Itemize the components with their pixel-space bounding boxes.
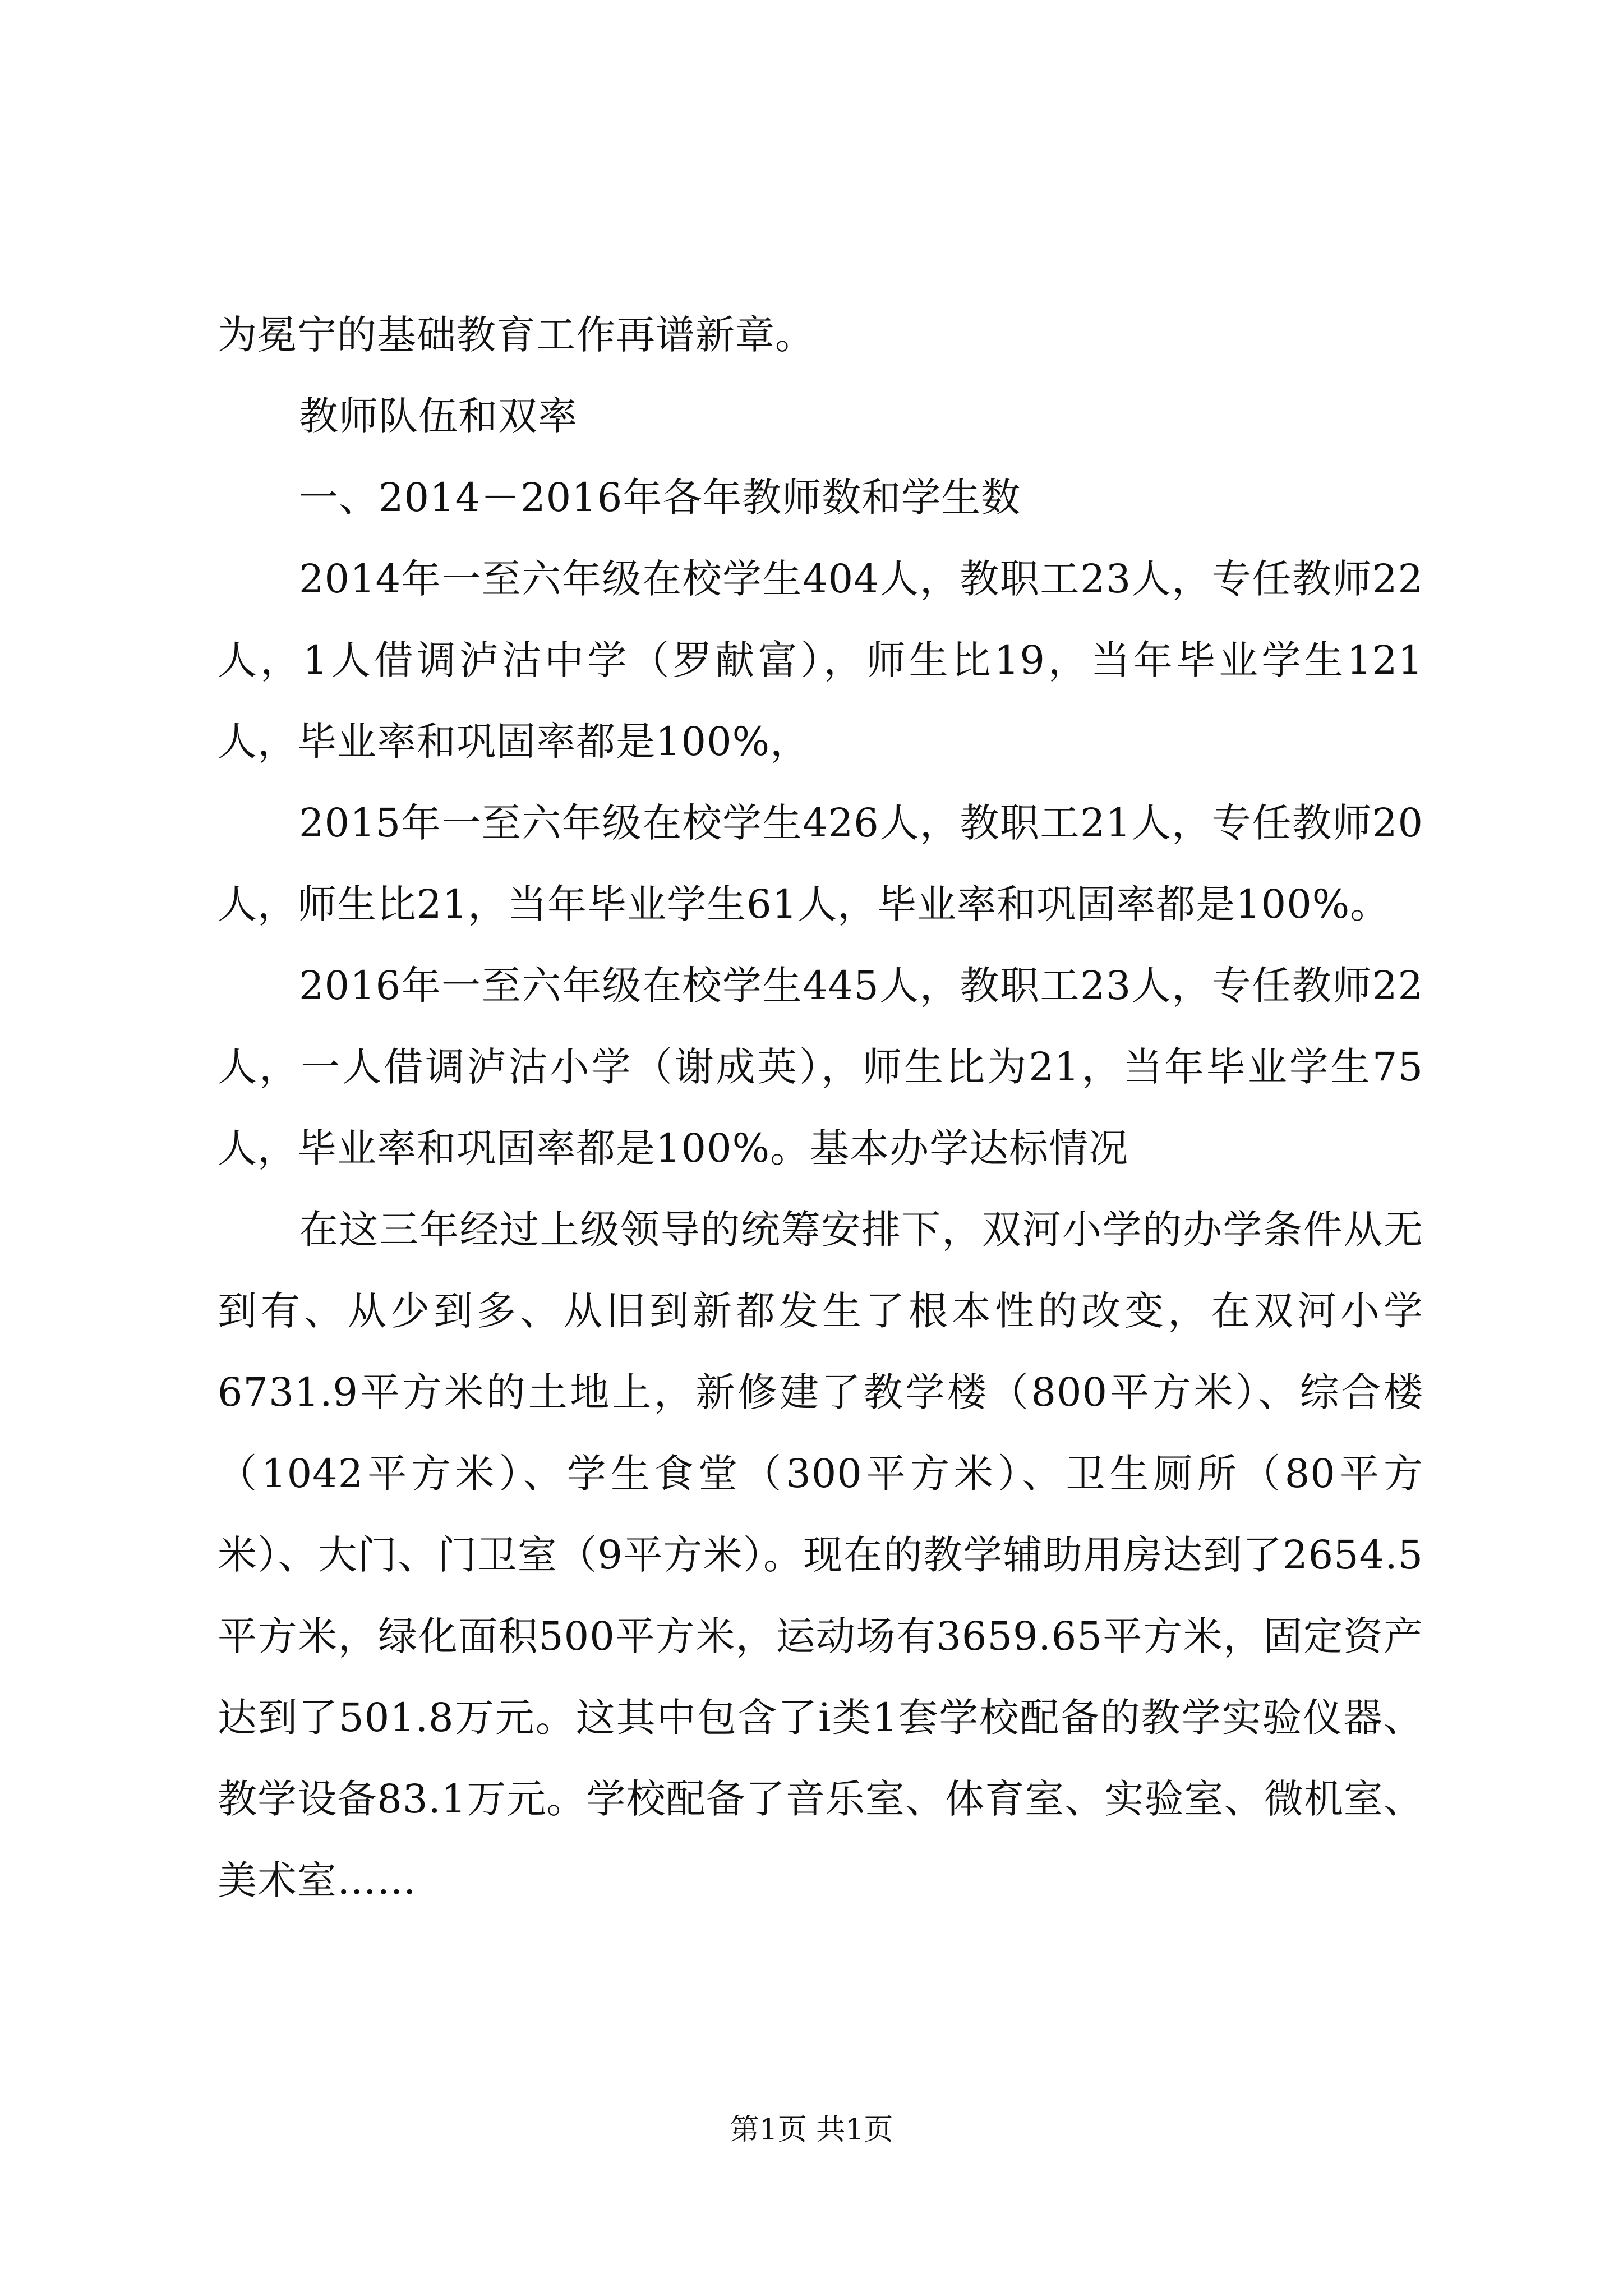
- paragraph-2015: 2015年一至六年级在校学生426人，教职工21人，专任教师20人，师生比21，当年毕业学生61人，毕业率和巩固率都是100%。: [218, 800, 1423, 927]
- section-heading-teachers: 教师队伍和双率: [299, 393, 578, 439]
- paragraph-2016: 2016年一至六年级在校学生445人，教职工23人，专任教师22人，一人借调泸沽小学（谢成英），师生比为21，当年毕业学生75人，毕业率和巩固率都是100%。基本办学达标情况: [218, 963, 1423, 1171]
- page-footer: 第1页 共1页: [730, 2113, 893, 2147]
- paragraph-facilities: 在这三年经过上级领导的统筹安排下，双河小学的办学条件从无到有、从少到多、从旧到新都发生了根本性的改变，在双河小学6731.9平方米的土地上，新修建了教学楼（800平方米）、综合楼（1042平方米）、学生食堂（300平方米）、卫生厕所（80平方米）、大门、门卫室（9平方米）。现在的教学辅助用房达到了2654.5平方米，绿化面积500平方米，运动场有3659.65平方米，固定资产达到了501.8万元。这其中包含了i类1套学校配备的教学实验仪器、教学设备83.1万元。学校配备了音乐室、体育室、实验室、微机室、美术室……: [218, 1207, 1423, 1903]
- subheading-yearly-counts: 一、2014－2016年各年教师数和学生数: [299, 475, 1021, 521]
- paragraph-2014: 2014年一至六年级在校学生404人，教职工23人，专任教师22人，1人借调泸沽中学（罗献富），师生比19，当年毕业学生121人，毕业率和巩固率都是100%，: [218, 556, 1423, 765]
- paragraph-closing-line: 为冕宁的基础教育工作再谱新章。: [218, 312, 815, 358]
- document-body: [218, 295, 1423, 1921]
